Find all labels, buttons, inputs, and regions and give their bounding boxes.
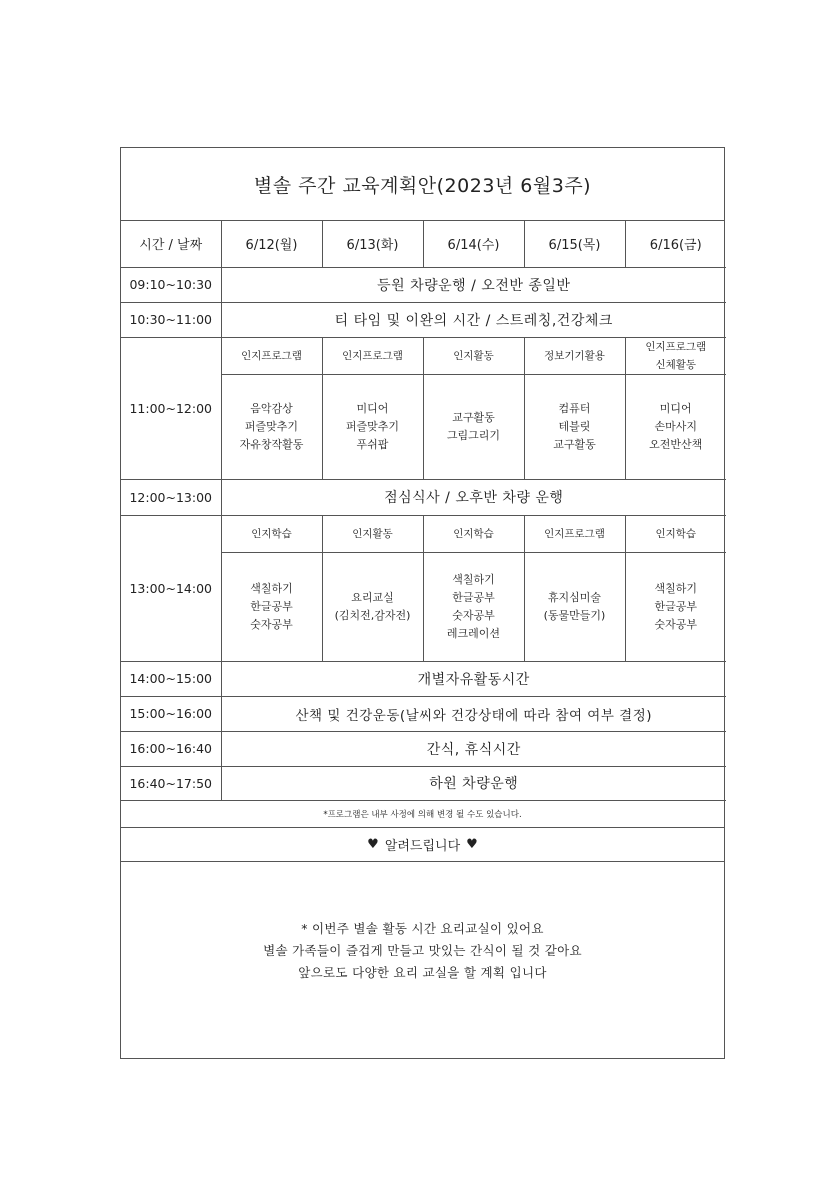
time-cell: 16:40~17:50 — [121, 766, 221, 800]
table-row — [121, 479, 726, 515]
heart-icon: ♥ — [367, 836, 379, 852]
activity-cell: 등원 차량운행 / 오전반 종일반 — [221, 267, 726, 302]
weekly-plan-sheet — [120, 147, 725, 1059]
day-header-fri: 6/16(금) — [625, 220, 726, 267]
table-row — [121, 731, 726, 766]
day-header-tue: 6/13(화) — [322, 220, 423, 267]
activity-cell: 간식, 휴식시간 — [221, 731, 726, 766]
program-cell: 정보기기활용 — [524, 337, 625, 374]
change-note: *프로그램은 내부 사정에 의해 변경 될 수도 있습니다. — [121, 800, 724, 828]
detail-cell: 색칠하기 한글공부 숫자공부 — [221, 552, 322, 661]
schedule-table — [121, 220, 726, 801]
time-cell: 14:00~15:00 — [121, 661, 221, 696]
program-cell: 인지활동 — [322, 515, 423, 552]
table-row — [121, 337, 726, 374]
page-title: 별솔 주간 교육계획안(2023년 6월3주) — [121, 148, 724, 221]
detail-cell: 교구활동 그림그리기 — [423, 374, 524, 479]
notice-line: 앞으로도 다양한 요리 교실을 할 계획 입니다 — [298, 965, 547, 980]
notice-body — [121, 918, 724, 984]
notice-line: 별솔 가족들이 즐겁게 만들고 맛있는 간식이 될 것 같아요 — [263, 943, 582, 958]
time-cell: 09:10~10:30 — [121, 267, 221, 302]
program-cell: 인지활동 — [423, 337, 524, 374]
program-cell: 인지학습 — [423, 515, 524, 552]
activity-cell: 티 타임 및 이완의 시간 / 스트레칭,건강체크 — [221, 302, 726, 337]
table-row — [121, 515, 726, 552]
notice-heading-row — [121, 827, 724, 862]
heart-icon: ♥ — [466, 836, 478, 852]
activity-cell: 점심식사 / 오후반 차량 운행 — [221, 479, 726, 515]
table-row — [121, 696, 726, 731]
detail-cell: 색칠하기 한글공부 숫자공부 — [625, 552, 726, 661]
detail-cell: 컴퓨터 테블릿 교구활동 — [524, 374, 625, 479]
table-row — [121, 267, 726, 302]
corner-header: 시간 / 날짜 — [121, 220, 221, 267]
detail-cell: 요리교실 (김치전,감자전) — [322, 552, 423, 661]
table-row — [121, 766, 726, 800]
activity-cell: 개별자유활동시간 — [221, 661, 726, 696]
time-cell: 16:00~16:40 — [121, 731, 221, 766]
time-cell: 10:30~11:00 — [121, 302, 221, 337]
activity-cell: 하원 차량운행 — [221, 766, 726, 800]
time-cell: 12:00~13:00 — [121, 479, 221, 515]
table-row — [121, 302, 726, 337]
program-cell: 인지프로그램 — [221, 337, 322, 374]
day-header-wed: 6/14(수) — [423, 220, 524, 267]
time-cell: 13:00~14:00 — [121, 515, 221, 661]
detail-cell: 미디어 손마사지 오전반산책 — [625, 374, 726, 479]
day-header-thu: 6/15(목) — [524, 220, 625, 267]
time-cell: 15:00~16:00 — [121, 696, 221, 731]
program-cell: 인지프로그램 신체활동 — [625, 337, 726, 374]
activity-cell: 산책 및 건강운동(날씨와 건강상태에 따라 참여 여부 결정) — [221, 696, 726, 731]
detail-cell: 음악감상 퍼즐맞추기 자유창작활동 — [221, 374, 322, 479]
notice-heading: 알려드립니다 — [384, 838, 461, 854]
time-cell: 11:00~12:00 — [121, 337, 221, 479]
detail-cell: 미디어 퍼즐맞추기 푸쉬팝 — [322, 374, 423, 479]
program-cell: 인지프로그램 — [524, 515, 625, 552]
day-header-mon: 6/12(월) — [221, 220, 322, 267]
program-cell: 인지학습 — [625, 515, 726, 552]
program-cell: 인지프로그램 — [322, 337, 423, 374]
program-cell: 인지학습 — [221, 515, 322, 552]
header-row — [121, 220, 726, 267]
detail-cell: 휴지심미술 (동물만들기) — [524, 552, 625, 661]
table-row — [121, 661, 726, 696]
detail-cell: 색칠하기 한글공부 숫자공부 레크레이션 — [423, 552, 524, 661]
notice-line: * 이번주 별솔 활동 시간 요리교실이 있어요 — [301, 921, 544, 936]
